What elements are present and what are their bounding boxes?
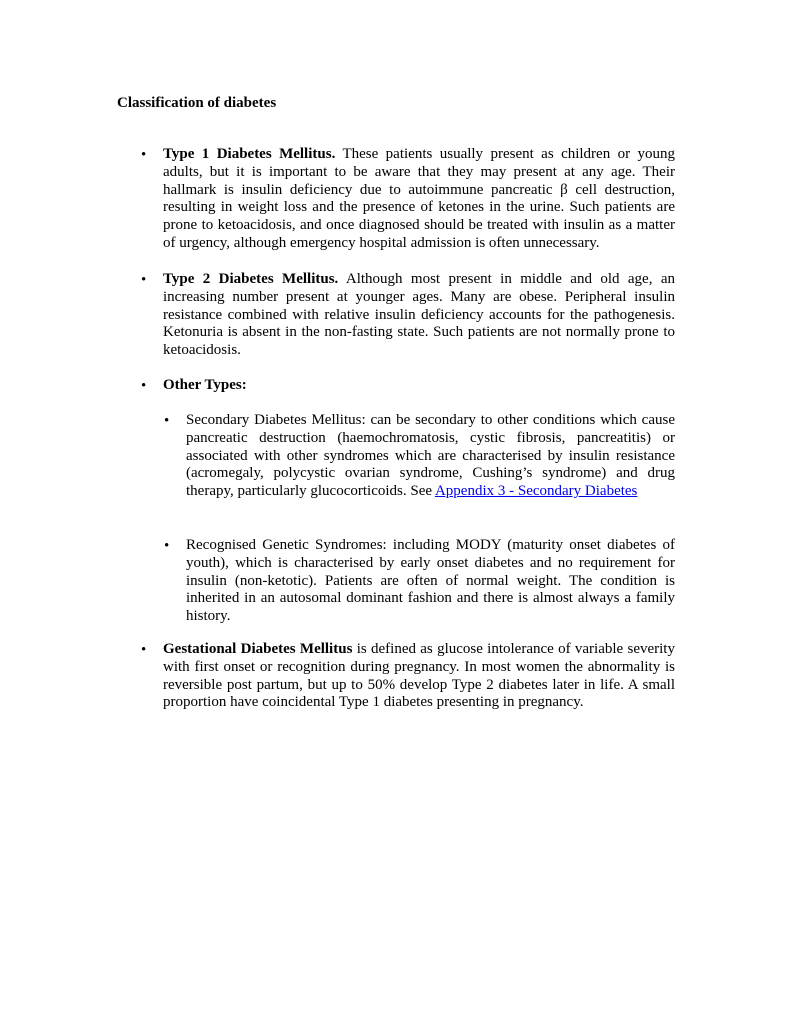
type2-text: Although most present in middle and old age, an increasing number present at younger ages. Many are obese. Peripheral insulin resistance combined with relative insulin deficiency accounts for the pathogenesis. Ketonuria is absent in the non-fasting state. Such patients are not normally prone to ketoacidosis. xyxy=(163,271,675,359)
bullet-icon: • xyxy=(141,272,147,288)
type2-paragraph xyxy=(163,271,675,360)
gestational-term: Gestational Diabetes Mellitus xyxy=(163,641,353,657)
bullet-icon: • xyxy=(141,642,147,658)
bullet-icon: • xyxy=(164,538,170,554)
genetic-syndromes-paragraph: Recognised Genetic Syndromes: including MODY (maturity onset diabetes of youth), which is characterised by early onset diabetes and no requirement for insulin (non-ketotic). Patients are often of normal weight. The condition is inherited in an autosomal dominant fashion and there is almost always a family history. xyxy=(186,537,675,625)
secondary-diabetes-paragraph: Secondary Diabetes Mellitus: can be secondary to other conditions which cause pancreatic destruction (haemochromatosis, cystic fibrosis, pancreatitis) or associated with other syndromes which are characterised by insulin resistance (acromegaly, polycystic ovarian syndrome, Cushing’s syndrome) and drug therapy, particularly glucocorticoids. See Appendix 3 - Secondary Diabetes xyxy=(186,412,675,500)
type1-term: Type 1 Diabetes Mellitus. xyxy=(163,146,336,162)
gestational-paragraph xyxy=(163,641,675,712)
bullet-icon: • xyxy=(141,378,147,394)
type1-paragraph xyxy=(163,146,675,253)
gestational-text: is defined as glucose intolerance of variable severity with first onset or recognition during pregnancy. In most women the abnormality is reversible post partum, but up to 50% develop Type 2 diabetes later in life. A small proportion have coincidental Type 1 diabetes presenting in pregnancy. xyxy=(163,641,675,711)
bullet-icon: • xyxy=(141,147,147,163)
appendix-3-link[interactable]: Appendix 3 - Secondary Diabetes xyxy=(434,483,638,500)
type2-term: Type 2 Diabetes Mellitus. xyxy=(163,271,339,287)
page-title: Classification of diabetes xyxy=(117,95,277,111)
type1-text: These patients usually present as children or young adults, but it is important to be aware that they may present at any age. Their hallmark is insulin deficiency due to autoimmune pancreatic β cell destruction, resulting in weight loss and the presence of ketones in the urine. Such patients are prone to ketoacidosis, and once diagnosed should be treated with insulin as a matter of urgency, although emergency hospital admission is often unnecessary. xyxy=(163,146,676,251)
other-types-heading: Other Types: xyxy=(163,377,247,393)
bullet-icon: • xyxy=(164,413,170,429)
